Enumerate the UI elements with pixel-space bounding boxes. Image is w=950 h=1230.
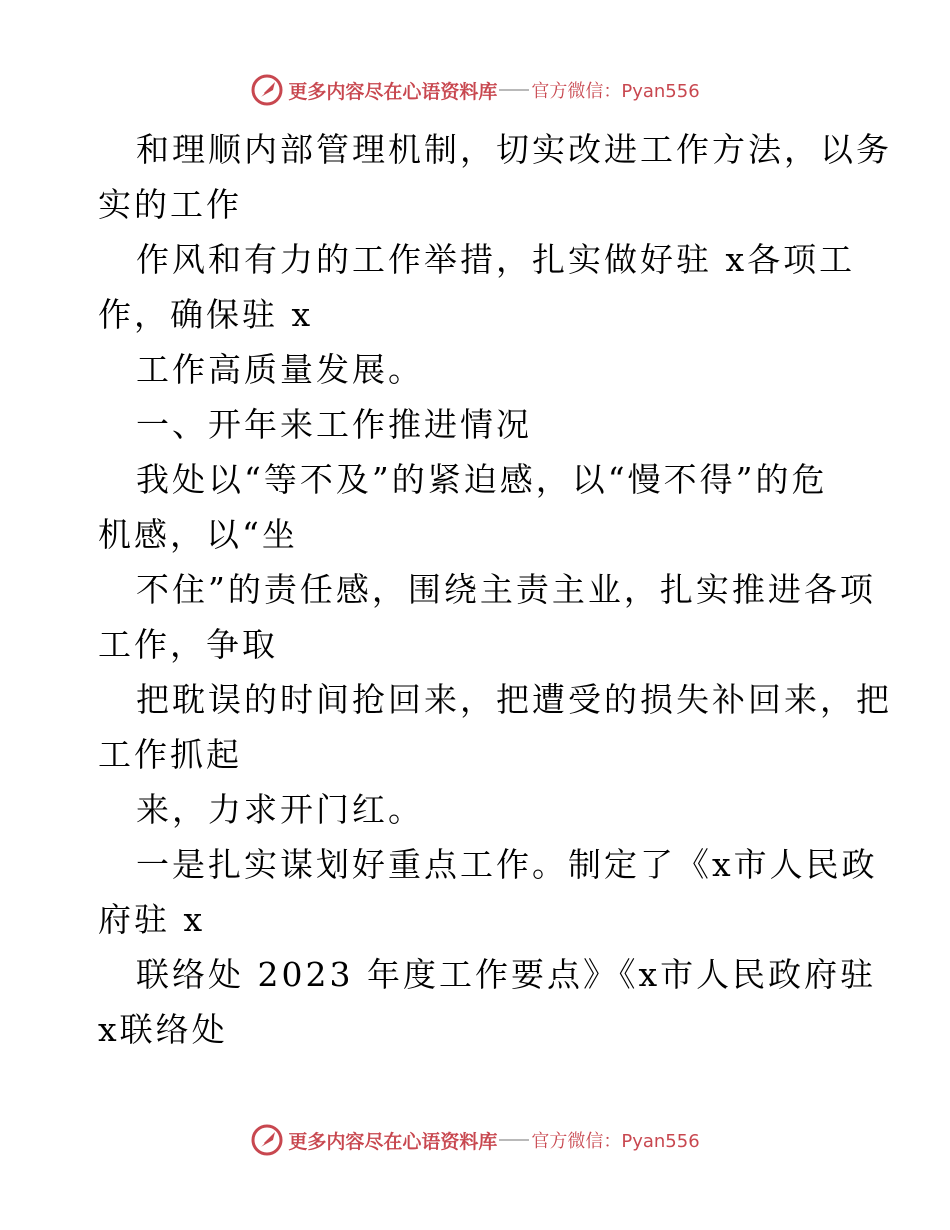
paragraph-line: 机感，以“坐 — [98, 515, 298, 554]
header-divider — [499, 89, 529, 91]
red-quill-logo-icon — [250, 1123, 284, 1157]
paragraph-line: 实的工作 — [98, 185, 242, 224]
footer-slogan: 更多内容尽在心语资料库 — [288, 1130, 498, 1153]
paragraph-line: 把耽误的时间抢回来，把遭受的损失补回来，把 — [136, 680, 892, 719]
paragraph-line: 工作高质量发展。 — [136, 350, 424, 389]
paragraph-line: 我处以“等不及”的紧迫感，以“慢不得”的危 — [136, 460, 828, 499]
footer-wechat-id: 官方微信：Pyan556 — [531, 1131, 700, 1152]
paragraph-line: 一是扎实谋划好重点工作。制定了《x市人民政 — [136, 845, 878, 884]
paragraph-line: 联络处 2023 年度工作要点》《x市人民政府驻 — [136, 955, 877, 994]
document-body — [98, 122, 892, 1057]
footer-divider — [499, 1139, 529, 1141]
footer-watermark-banner — [0, 1120, 950, 1160]
paragraph-line: 和理顺内部管理机制，切实改进工作方法，以务 — [136, 130, 892, 169]
paragraph-line: 工作，争取 — [98, 625, 278, 664]
paragraph-line: 作风和有力的工作举措，扎实做好驻 x各项工 — [136, 240, 856, 279]
paragraph-line: 工作抓起 — [98, 735, 242, 774]
paragraph-line: x联络处 — [98, 1010, 228, 1049]
paragraph-line: 来，力求开门红。 — [136, 790, 424, 829]
paragraph-line: 府驻 x — [98, 900, 206, 939]
paragraph-line: 不住”的责任感，围绕主责主业，扎实推进各项 — [136, 570, 876, 609]
red-quill-logo-icon — [250, 73, 284, 107]
header-wechat-id: 官方微信：Pyan556 — [531, 81, 700, 102]
paragraph-line: 作，确保驻 x — [98, 295, 314, 334]
section-heading: 一、开年来工作推进情况 — [136, 405, 532, 444]
header-slogan: 更多内容尽在心语资料库 — [288, 80, 498, 103]
header-watermark-banner — [0, 70, 950, 110]
